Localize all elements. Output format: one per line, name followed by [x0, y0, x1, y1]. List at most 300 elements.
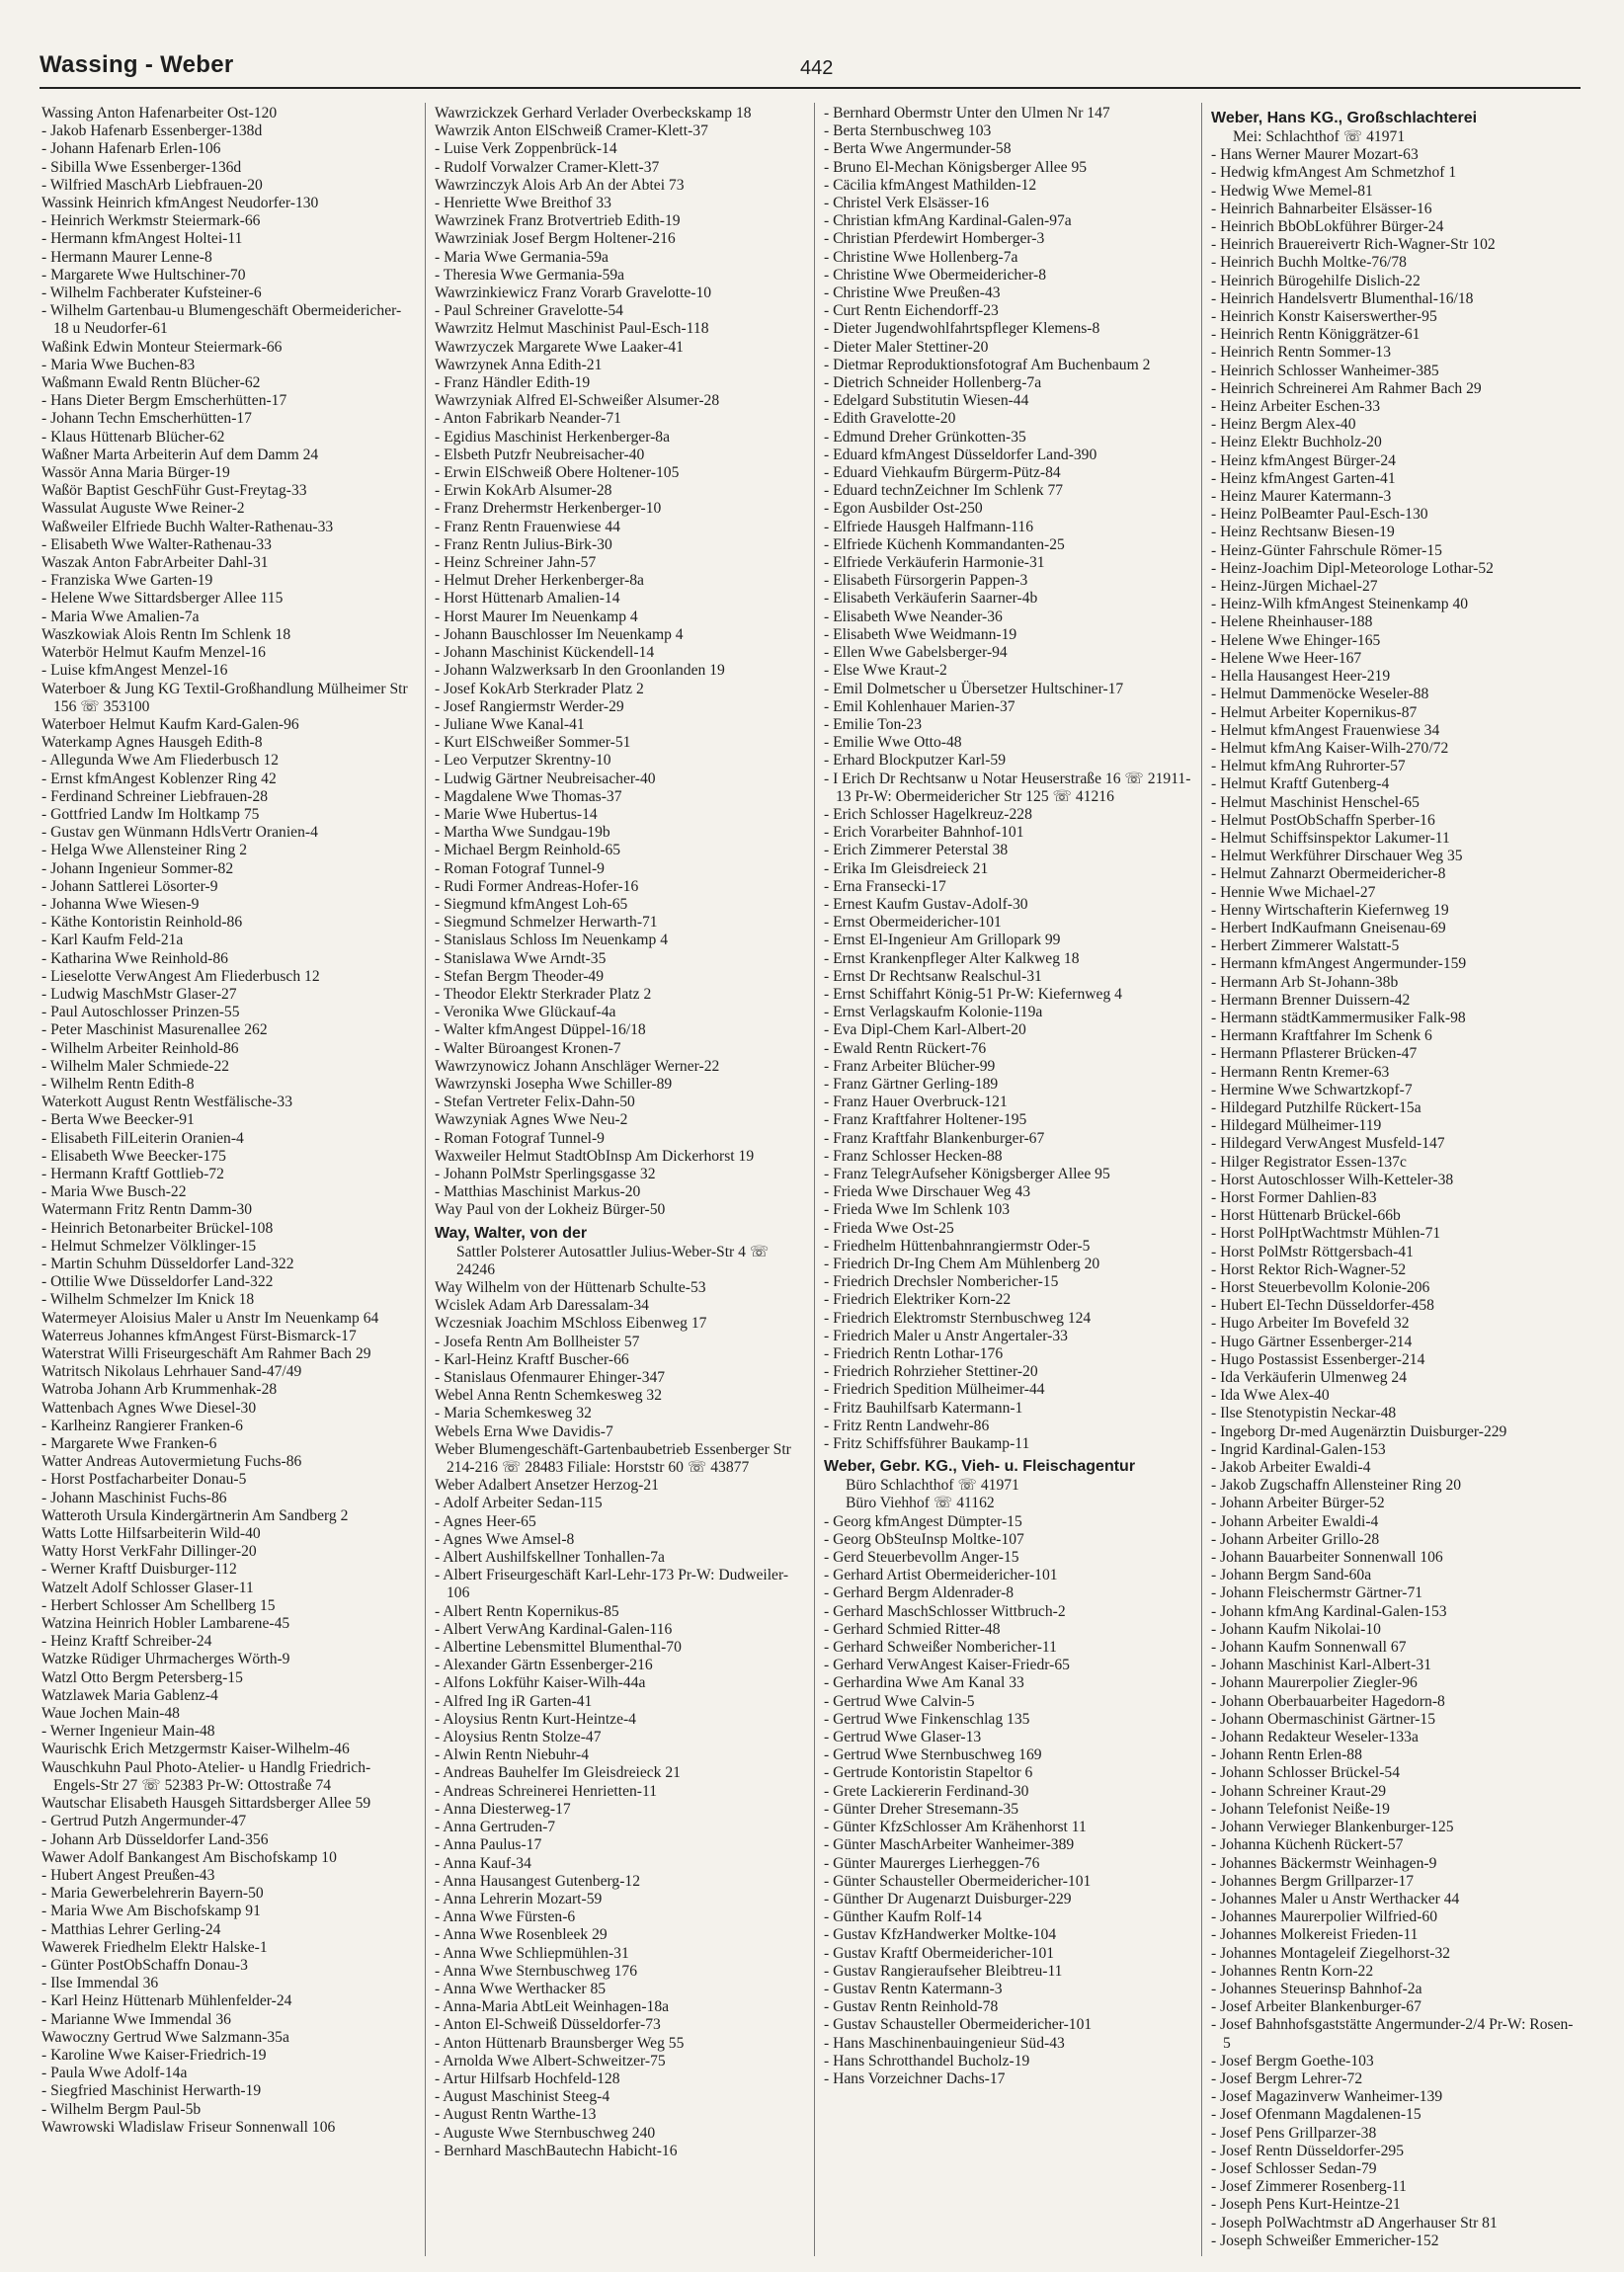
directory-entry: - Josef Magazinverw Wanheimer-139: [1211, 2088, 1443, 2106]
directory-entry: - Josef KokArb Sterkrader Platz 2: [435, 680, 644, 697]
directory-entry: - Gertrud Wwe Glaser-13: [824, 1729, 982, 1746]
directory-entry: - Gerhard Bergm Aldenrader-8: [824, 1584, 1015, 1602]
directory-entry: - Gerhard Artist Obermeidericher-101: [824, 1567, 1058, 1584]
directory-entry: - Henriette Wwe Breithof 33: [435, 195, 611, 212]
directory-entry: - Jakob Hafenarb Essenberger-138d: [41, 122, 263, 140]
directory-entry: Waxweiler Helmut StadtObInsp Am Dickerhorst 19: [435, 1147, 755, 1165]
directory-entry: - Ingeborg Dr-med Augenärztin Duisburger-229: [1211, 1422, 1507, 1440]
directory-entry: - Heinrich Konstr Kaiserswerther-95: [1211, 308, 1437, 326]
directory-entry: - Andreas Bauhelfer Im Gleisdreieck 21: [435, 1764, 681, 1782]
directory-entry: - Wilhelm Maler Schmiede-22: [41, 1057, 230, 1075]
directory-entry: - Theodor Elektr Sterkrader Platz 2: [435, 985, 652, 1003]
directory-entry: - Hilger Registrator Essen-137c: [1211, 1153, 1407, 1171]
directory-entry: - Gerhard VerwAngest Kaiser-Friedr-65: [824, 1657, 1070, 1674]
directory-entry: - Günter Schausteller Obermeidericher-101: [824, 1872, 1092, 1890]
directory-entry: - Franz Händler Edith-19: [435, 374, 591, 392]
directory-entry: - Lieselotte VerwAngest Am Fliederbusch 12: [41, 967, 320, 985]
directory-entry: - Bernhard MaschBautechn Habicht-16: [435, 2142, 678, 2159]
directory-entry: - Anna Wwe Rosenbleek 29: [435, 1926, 608, 1944]
directory-entry: - Heinz-Günter Fahrschule Römer-15: [1211, 541, 1442, 559]
directory-entry: - Paul Autoschlosser Prinzen-55: [41, 1004, 240, 1021]
directory-entry: - Adolf Arbeiter Sedan-115: [435, 1495, 603, 1512]
directory-entry: - Helmut kfmAngest Frauenwiese 34: [1211, 721, 1440, 739]
directory-entry: - Siegfried Maschinist Herwarth-19: [41, 2082, 262, 2100]
business-heading: Weber, Gebr. KG., Vieh- u. Fleischagentur: [824, 1458, 1136, 1476]
directory-entry: - Ludwig MaschMstr Glaser-27: [41, 985, 237, 1003]
directory-entry: - Hermann kfmAngest Holtei-11: [41, 230, 243, 248]
directory-entry: - Anna Gertruden-7: [435, 1819, 556, 1836]
directory-entry: Watzina Heinrich Hobler Lambarene-45: [41, 1615, 290, 1633]
directory-entry: - Erich Schlosser Hagelkreuz-228: [824, 805, 1032, 823]
directory-entry: - Johann Ingenieur Sommer-82: [41, 859, 234, 877]
directory-entry: - Ilse Stenotypistin Neckar-48: [1211, 1405, 1397, 1422]
directory-entry: - Dieter Maler Stettiner-20: [824, 338, 989, 356]
directory-entry: - Georg ObSteuInsp Moltke-107: [824, 1530, 1024, 1548]
running-title: Wassing - Weber: [40, 51, 234, 78]
directory-entry: Wawrzik Anton ElSchweiß Cramer-Klett-37: [435, 122, 708, 140]
directory-entry: - Hermann kfmAngest Angermunder-159: [1211, 955, 1467, 973]
directory-entry: - Maria Wwe Buchen-83: [41, 356, 196, 373]
directory-entry: - Heinz Elektr Buchholz-20: [1211, 434, 1382, 451]
directory-entry: - Anna Wwe Fürsten-6: [435, 1908, 576, 1926]
directory-entry: - Ernest Kaufm Gustav-Adolf-30: [824, 895, 1028, 913]
directory-entry: Wassör Anna Maria Bürger-19: [41, 464, 230, 482]
directory-entry: - Johannes Bergm Grillparzer-17: [1211, 1872, 1415, 1890]
directory-entry: - Hermann Kraftfahrer Im Schenk 6: [1211, 1027, 1432, 1045]
directory-entry: - Johann Arbeiter Grillo-28: [1211, 1530, 1380, 1548]
directory-entry: - Franz Drehermstr Herkenberger-10: [435, 500, 662, 518]
directory-entry: - Gustav Rentn Katermann-3: [824, 1980, 1003, 1997]
directory-entry: - Martin Schuhm Düsseldorfer Land-322: [41, 1256, 294, 1272]
directory-entry: - Heinrich Werkmstr Steiermark-66: [41, 212, 261, 230]
directory-entry: - Herbert Schlosser Am Schellberg 15: [41, 1596, 276, 1614]
directory-entry: - Johannes Steuerinsp Bahnhof-2a: [1211, 1980, 1422, 1997]
directory-entry: - Erna Fransecki-17: [824, 877, 946, 895]
directory-entry: Watzke Rüdiger Uhrmacherges Wörth-9: [41, 1651, 290, 1668]
directory-entry: - Emil Dolmetscher u Übersetzer Hultschiner-17: [824, 680, 1124, 697]
directory-entry: - Margarete Wwe Hultschiner-70: [41, 266, 246, 284]
directory-entry: - Hugo Gärtner Essenberger-214: [1211, 1333, 1413, 1350]
directory-entry: - Gerhard Schweißer Nombericher-11: [824, 1639, 1057, 1657]
directory-entry: - Helmut Dreher Herkenberger-8a: [435, 572, 644, 590]
directory-entry: - Anna Wwe Werthacker 85: [435, 1980, 607, 1997]
directory-entry: Wassulat Auguste Wwe Reiner-2: [41, 500, 245, 518]
directory-entry: - Roman Fotograf Tunnel-9: [435, 1129, 605, 1147]
directory-entry: - Johann Arbeiter Bürger-52: [1211, 1495, 1385, 1512]
directory-entry: - Johann Sattlerei Lösorter-9: [41, 877, 218, 895]
directory-entry: - Stanislaus Ofenmaurer Ehinger-347: [435, 1369, 666, 1387]
directory-entry: - Helmut Arbeiter Kopernikus-87: [1211, 703, 1418, 721]
directory-entry: - Johann Maschinist Karl-Albert-31: [1211, 1657, 1432, 1674]
directory-entry: - Dietmar Reproduktionsfotograf Am Buchenbaum 2: [824, 356, 1151, 373]
directory-entry: - Anna Kauf-34: [435, 1854, 531, 1872]
directory-entry: - Albertine Lebensmittel Blumenthal-70: [435, 1639, 682, 1657]
directory-entry: - Alwin Rentn Niebuhr-4: [435, 1746, 590, 1764]
directory-entry: - Elfriede Verkäuferin Harmonie-31: [824, 554, 1045, 572]
directory-entry: Waurischk Erich Metzgermstr Kaiser-Wilhelm-46: [41, 1741, 350, 1758]
directory-column-2: [435, 105, 802, 2258]
directory-entry: - Heinz kfmAngest Garten-41: [1211, 469, 1396, 487]
directory-entry: - Maria Gewerbelehrerin Bayern-50: [41, 1885, 264, 1903]
directory-entry: - Stanislawa Wwe Arndt-35: [435, 949, 607, 967]
directory-entry: - Heinrich Bahnarbeiter Elsässer-16: [1211, 200, 1432, 217]
directory-entry: Wawrzickzek Gerhard Verlader Overbeckskamp 18: [435, 105, 752, 122]
directory-entry: - Anna Paulus-17: [435, 1836, 542, 1854]
directory-entry: - Heinz Bergm Alex-40: [1211, 416, 1356, 434]
directory-entry: - Hermann Brenner Duissern-42: [1211, 991, 1411, 1009]
directory-entry: - Emilie Wwe Otto-48: [824, 734, 962, 752]
directory-entry: - Roman Fotograf Tunnel-9: [435, 859, 605, 877]
directory-entry: Waterboer Helmut Kaufm Kard-Galen-96: [41, 715, 299, 733]
directory-entry: - Albert VerwAng Kardinal-Galen-116: [435, 1620, 673, 1638]
directory-entry: - Johann Kaufm Nikolai-10: [1211, 1620, 1381, 1638]
directory-entry: - Gustav gen Wünmann HdlsVertr Oranien-4: [41, 824, 318, 842]
directory-entry: Watzl Otto Bergm Petersberg-15: [41, 1668, 243, 1686]
directory-entry: - Gustav Schausteller Obermeidericher-101: [824, 2016, 1093, 2034]
directory-entry: - Christine Wwe Obermeidericher-8: [824, 266, 1046, 284]
directory-entry: - Artur Hilfsarb Hochfeld-128: [435, 2069, 620, 2087]
directory-entry: - Hildegard VerwAngest Musfeld-147: [1211, 1135, 1445, 1153]
directory-entry: - Johann Schreiner Kraut-29: [1211, 1782, 1387, 1800]
directory-entry: Wawrziniak Josef Bergm Holtener-216: [435, 230, 676, 248]
directory-entry: - Helene Rheinhauser-188: [1211, 613, 1373, 631]
directory-entry: Wawrzynski Josepha Wwe Schiller-89: [435, 1075, 673, 1093]
directory-entry: - Anna Hausangest Gutenberg-12: [435, 1872, 641, 1890]
directory-entry: - Elfriede Hausgeh Halfmann-116: [824, 518, 1034, 535]
directory-entry: - Berta Wwe Beecker-91: [41, 1111, 195, 1129]
directory-entry: - Hubert El-Techn Düsseldorfer-458: [1211, 1297, 1434, 1315]
directory-entry: Watts Lotte Hilfsarbeiterin Wild-40: [41, 1525, 261, 1543]
directory-entry: - Andreas Schreinerei Henrietten-11: [435, 1782, 658, 1800]
page-number: 442: [800, 57, 834, 79]
directory-entry: - Elisabeth Wwe Neander-36: [824, 608, 1003, 625]
directory-entry: - Heinz-Joachim Dipl-Meteorologe Lothar-52: [1211, 559, 1494, 577]
directory-entry: - Heinz-Jürgen Michael-27: [1211, 578, 1378, 596]
directory-entry: - Heinrich Buchh Moltke-76/78: [1211, 254, 1407, 272]
directory-entry: - Ferdinand Schreiner Liebfrauen-28: [41, 787, 269, 805]
directory-entry: - Ernst Obermeidericher-101: [824, 914, 1002, 932]
directory-entry: - Berta Wwe Angermunder-58: [824, 140, 1012, 158]
directory-entry: - Johann Techn Emscherhütten-17: [41, 410, 252, 428]
directory-entry: - Erwin ElSchweiß Obere Holtener-105: [435, 464, 680, 482]
directory-entry: - Berta Sternbuschweg 103: [824, 122, 992, 140]
directory-entry: - Bernhard Obermstr Unter den Ulmen Nr 147: [824, 105, 1110, 122]
directory-entry: - Karl Kaufm Feld-21a: [41, 932, 184, 949]
business-heading: Way, Walter, von der: [435, 1224, 588, 1242]
directory-entry: - Josef Pens Grillparzer-38: [1211, 2124, 1377, 2142]
directory-entry: - Horst Former Dahlien-83: [1211, 1188, 1377, 1206]
directory-entry: - Hubert Angest Preußen-43: [41, 1866, 215, 1884]
directory-entry: Waterkott August Rentn Westfälische-33: [41, 1094, 293, 1111]
directory-entry: - Frieda Wwe Ost-25: [824, 1219, 954, 1237]
directory-entry: - Josef Bergm Lehrer-72: [1211, 2069, 1363, 2087]
directory-entry: - Hans Dieter Bergm Emscherhütten-17: [41, 392, 287, 410]
directory-entry: - Helmut Dammenöcke Weseler-88: [1211, 686, 1429, 703]
directory-entry: - Elisabeth Wwe Beecker-175: [41, 1147, 226, 1165]
directory-entry: Way Paul von der Lokheiz Bürger-50: [435, 1201, 666, 1219]
directory-entry: Waßink Edwin Monteur Steiermark-66: [41, 338, 283, 356]
directory-entry: - Siegmund Schmelzer Herwarth-71: [435, 914, 658, 932]
directory-entry: - Alfred Ing iR Garten-41: [435, 1692, 593, 1710]
directory-entry: - Horst Postfacharbeiter Donau-5: [41, 1471, 247, 1489]
directory-entry: - Friedrich Elektromstr Sternbuschweg 124: [824, 1309, 1092, 1327]
directory-entry: Wawrzinkiewicz Franz Vorarb Gravelotte-10: [435, 284, 712, 302]
directory-entry: - Johann Bergm Sand-60a: [1211, 1567, 1372, 1584]
directory-entry: - Hermann Pflasterer Brücken-47: [1211, 1045, 1418, 1063]
directory-entry: - Hennie Wwe Michael-27: [1211, 883, 1376, 901]
directory-entry: Waßner Marta Arbeiterin Auf dem Damm 24: [41, 446, 319, 463]
directory-entry: - Johann Arb Düsseldorfer Land-356: [41, 1830, 269, 1848]
directory-entry: - Josef Rangiermstr Werder-29: [435, 697, 624, 715]
directory-entry: - Franz Gärtner Gerling-189: [824, 1075, 999, 1093]
directory-entry: - Heinz-Wilh kfmAngest Steinenkamp 40: [1211, 596, 1469, 613]
directory-entry: - Edelgard Substitutin Wiesen-44: [824, 392, 1029, 410]
directory-entry: - Ernst Krankenpfleger Alter Kalkweg 18: [824, 949, 1080, 967]
directory-entry: Watteroth Ursula Kindergärtnerin Am Sandberg 2: [41, 1506, 349, 1524]
business-heading: Weber, Hans KG., Großschlachterei: [1211, 110, 1478, 126]
directory-entry: Waßör Baptist GeschFühr Gust-Freytag-33: [41, 482, 307, 500]
directory-entry: Watritsch Nikolaus Lehrhauer Sand-47/49: [41, 1363, 302, 1381]
directory-entry: - Auguste Wwe Sternbuschweg 240: [435, 2124, 656, 2142]
directory-entry: - Kurt ElSchweißer Sommer-51: [435, 734, 631, 752]
directory-entry: - Friedrich Drechsler Nombericher-15: [824, 1273, 1059, 1291]
directory-entry: - Maria Wwe Am Bischofskamp 91: [41, 1903, 261, 1920]
directory-entry: - Ernst Schiffahrt König-51 Pr-W: Kiefernweg 4: [824, 985, 1122, 1003]
directory-entry: - Heinz Kraftf Schreiber-24: [41, 1633, 212, 1651]
directory-entry: - Anton El-Schweiß Düsseldorfer-73: [435, 2016, 661, 2034]
directory-entry: - Christian Pferdewirt Homberger-3: [824, 230, 1045, 248]
directory-entry: - Helmut Kraftf Gutenberg-4: [1211, 775, 1390, 793]
directory-entry: - Eduard technZeichner Im Schlenk 77: [824, 482, 1064, 500]
directory-entry: - Emil Kohlenhauer Marien-37: [824, 697, 1015, 715]
directory-entry: - Elsbeth Putzfr Neubreisacher-40: [435, 446, 645, 463]
directory-entry: - Albert Rentn Kopernikus-85: [435, 1602, 619, 1620]
directory-entry: - Heinrich Brauereivertr Rich-Wagner-Str 102: [1211, 236, 1496, 254]
directory-entry: - Heinrich Betonarbeiter Brückel-108: [41, 1219, 274, 1237]
directory-entry: - Gustav KfzHandwerker Moltke-104: [824, 1926, 1057, 1944]
directory-entry: Watroba Johann Arb Krummenhak-28: [41, 1381, 278, 1399]
directory-entry: - Johann Fleischermstr Gärtner-71: [1211, 1584, 1423, 1602]
directory-entry: Wcislek Adam Arb Daressalam-34: [435, 1297, 649, 1315]
directory-entry: - Gerhard MaschSchlosser Wittbruch-2: [824, 1602, 1066, 1620]
directory-entry: - Sibilla Wwe Essenberger-136d: [41, 158, 242, 176]
directory-entry: - Gerd Steuerbevollm Anger-15: [824, 1549, 1019, 1567]
directory-entry: - Hermann Maurer Lenne-8: [41, 248, 212, 266]
directory-entry: - Juliane Wwe Kanal-41: [435, 715, 585, 733]
directory-entry: Waterkamp Agnes Hausgeh Edith-8: [41, 734, 263, 752]
directory-entry: - Wilhelm Arbeiter Reinhold-86: [41, 1039, 239, 1057]
directory-entry: - Günther Dr Augenarzt Duisburger-229: [824, 1890, 1072, 1907]
directory-entry: - Eduard Viehkaufm Bürgerm-Pütz-84: [824, 464, 1061, 482]
directory-entry: - Veronika Wwe Glückauf-4a: [435, 1004, 616, 1021]
directory-entry: - Helga Wwe Allensteiner Ring 2: [41, 842, 248, 859]
directory-entry: - Johann Maschinist Fuchs-86: [41, 1489, 227, 1506]
directory-entry: - Ottilie Wwe Düsseldorfer Land-322: [41, 1273, 274, 1291]
directory-entry: - Eva Dipl-Chem Karl-Albert-20: [824, 1021, 1026, 1039]
directory-entry: - Katharina Wwe Reinhold-86: [41, 949, 228, 967]
business-detail: Sattler Polsterer Autosattler Julius-Weber-Str 4 ☏ 24246: [456, 1243, 770, 1278]
directory-entry: - Hildegard Putzhilfe Rückert-15a: [1211, 1098, 1421, 1116]
directory-entry: - Hans Vorzeichner Dachs-17: [824, 2069, 1006, 2087]
directory-entry: - Johann Obermaschinist Gärtner-15: [1211, 1710, 1436, 1728]
directory-entry: - Hans Werner Maurer Mozart-63: [1211, 146, 1419, 164]
directory-entry: - Helene Wwe Ehinger-165: [1211, 631, 1381, 649]
directory-entry: - Frieda Wwe Im Schlenk 103: [824, 1201, 1011, 1219]
directory-entry: - Siegmund kfmAngest Loh-65: [435, 895, 628, 913]
page-header: [40, 51, 1581, 91]
directory-entry: Wawzyniak Agnes Wwe Neu-2: [435, 1111, 628, 1129]
directory-entry: Wawrzinczyk Alois Arb An der Abtei 73: [435, 176, 685, 194]
directory-entry: - Hugo Postassist Essenberger-214: [1211, 1350, 1425, 1368]
directory-entry: Webel Anna Rentn Schemkesweg 32: [435, 1387, 662, 1405]
directory-entry: - Egon Ausbilder Ost-250: [824, 500, 983, 518]
directory-entry: Wawrzinek Franz Brotvertrieb Edith-19: [435, 212, 681, 230]
directory-entry: - Arnolda Wwe Albert-Schweitzer-75: [435, 2052, 666, 2069]
directory-entry: - Johann Bauarbeiter Sonnenwall 106: [1211, 1549, 1443, 1567]
directory-entry: - Heinrich BbObLokführer Bürger-24: [1211, 218, 1444, 236]
directory-entry: - Heinrich Schlosser Wanheimer-385: [1211, 362, 1439, 379]
directory-entry: - Horst Steuerbevollm Kolonie-206: [1211, 1279, 1430, 1296]
directory-entry: - Elfriede Küchenh Kommandanten-25: [824, 535, 1065, 553]
directory-entry: - Else Wwe Kraut-2: [824, 662, 947, 680]
directory-entry: - Dietrich Schneider Hollenberg-7a: [824, 374, 1042, 392]
directory-column-3: [824, 105, 1191, 2258]
directory-entry: - Allegunda Wwe Am Fliederbusch 12: [41, 752, 280, 770]
directory-entry: - Gertrud Wwe Finkenschlag 135: [824, 1710, 1030, 1728]
directory-entry: - Fritz Bauhilfsarb Katermann-1: [824, 1399, 1023, 1417]
directory-entry: - Wilhelm Schmelzer Im Knick 18: [41, 1291, 255, 1309]
directory-entry: Wawrzynowicz Johann Anschläger Werner-22: [435, 1057, 720, 1075]
directory-entry: - Edith Gravelotte-20: [824, 410, 956, 428]
directory-entry: - Josef Rentn Düsseldorfer-295: [1211, 2142, 1404, 2159]
directory-entry: - Josefa Rentn Am Bollheister 57: [435, 1333, 640, 1350]
directory-entry: - Heinrich Bürogehilfe Dislich-22: [1211, 272, 1421, 289]
directory-entry: Wawerek Friedhelm Elektr Halske-1: [41, 1938, 268, 1956]
directory-entry: - Wilhelm Bergm Paul-5b: [41, 2100, 202, 2118]
directory-entry: - Gustav Kraftf Obermeidericher-101: [824, 1944, 1055, 1962]
directory-entry: - Maria Wwe Busch-22: [41, 1183, 187, 1201]
directory-entry: - Grete Lackiererin Ferdinand-30: [824, 1782, 1029, 1800]
directory-entry: - Karlheinz Rangierer Franken-6: [41, 1417, 243, 1434]
directory-entry: - Ernst kfmAngest Koblenzer Ring 42: [41, 770, 277, 787]
directory-entry: - Franz Kraftfahr Blankenburger-67: [824, 1129, 1045, 1147]
directory-entry: - Albert Aushilfskellner Tonhallen-7a: [435, 1549, 665, 1567]
directory-entry: - Aloysius Rentn Stolze-47: [435, 1729, 602, 1746]
directory-entry: - Ernst El-Ingenieur Am Grillopark 99: [824, 932, 1061, 949]
directory-entry: - Jakob Zugschaffn Allensteiner Ring 20: [1211, 1477, 1462, 1495]
directory-entry: - Gustav Rentn Reinhold-78: [824, 1998, 999, 2016]
directory-entry: - Heinz Maurer Katermann-3: [1211, 488, 1392, 506]
directory-entry: - Heinrich Rentn Sommer-13: [1211, 344, 1392, 362]
directory-entry: Weber Blumengeschäft-Gartenbaubetrieb Essenberger Str 214-216 ☏ 28483 Filiale: Horststr 60 ☏ 43877: [435, 1440, 791, 1477]
directory-entry: - Gerhard Schmied Ritter-48: [824, 1620, 1001, 1638]
directory-entry: - Hella Hausangest Heer-219: [1211, 668, 1391, 686]
directory-entry: - Horst PolMstr Röttgersbach-41: [1211, 1243, 1414, 1260]
directory-entry: - Christine Wwe Hollenberg-7a: [824, 248, 1018, 266]
directory-entry: - Friedrich Spedition Mülheimer-44: [824, 1381, 1045, 1399]
directory-entry: - Marianne Wwe Immendal 36: [41, 2010, 231, 2028]
directory-entry: - Käthe Kontoristin Reinhold-86: [41, 914, 243, 932]
directory-entry: - Johannes Molkereist Frieden-11: [1211, 1926, 1419, 1944]
directory-entry: - Paul Schreiner Gravelotte-54: [435, 302, 623, 320]
directory-entry: - Johann PolMstr Sperlingsgasse 32: [435, 1165, 656, 1182]
directory-entry: - Marie Wwe Hubertus-14: [435, 805, 598, 823]
directory-entry: - Hermann städtKammermusiker Falk-98: [1211, 1009, 1466, 1026]
directory-entry: - Johann kfmAng Kardinal-Galen-153: [1211, 1602, 1447, 1620]
directory-entry: - Margarete Wwe Franken-6: [41, 1435, 217, 1453]
directory-entry: - Helmut PostObSchaffn Sperber-16: [1211, 811, 1435, 829]
directory-entry: Wawrzyczek Margarete Wwe Laaker-41: [435, 338, 684, 356]
directory-entry: - Emilie Ton-23: [824, 715, 923, 733]
column-divider: [814, 103, 815, 2256]
directory-entry: - Franz Rentn Frauenwiese 44: [435, 518, 620, 535]
directory-entry: - Helmut Maschinist Henschel-65: [1211, 793, 1420, 811]
directory-entry: - Joseph PolWachtmstr aD Angerhauser Str 81: [1211, 2214, 1498, 2231]
directory-entry: - Horst PolHptWachtmstr Mühlen-71: [1211, 1225, 1441, 1243]
directory-entry: - Josef Schlosser Sedan-79: [1211, 2159, 1377, 2177]
directory-entry: Watermann Fritz Rentn Damm-30: [41, 1201, 253, 1219]
directory-entry: - Frieda Wwe Dirschauer Weg 43: [824, 1183, 1031, 1201]
directory-entry: - Luise kfmAngest Menzel-16: [41, 662, 228, 680]
directory-entry: - Dieter Jugendwohlfahrtspfleger Klemens-8: [824, 320, 1100, 338]
directory-entry: - Franz Kraftfahrer Holtener-195: [824, 1111, 1027, 1129]
directory-entry: - Helene Wwe Heer-167: [1211, 649, 1362, 667]
directory-entry: - Heinrich Rentn Königgrätzer-61: [1211, 326, 1421, 344]
directory-entry: - Franz Hauer Overbruck-121: [824, 1094, 1008, 1111]
directory-entry: - Gertrud Wwe Calvin-5: [824, 1692, 975, 1710]
directory-entry: Watter Andreas Autovermietung Fuchs-86: [41, 1453, 302, 1471]
directory-entry: - Erhard Blockputzer Karl-59: [824, 752, 1007, 770]
directory-entry: - Franz TelegrAufseher Königsberger Allee 95: [824, 1165, 1110, 1182]
directory-entry: Wawer Adolf Bankangest Am Bischofskamp 10: [41, 1848, 337, 1866]
directory-entry: Watzlawek Maria Gablenz-4: [41, 1686, 218, 1704]
directory-entry: - Michael Bergm Reinhold-65: [435, 842, 621, 859]
directory-entry: Weber Adalbert Ansetzer Herzog-21: [435, 1477, 659, 1495]
directory-entry: Waszak Anton FabrArbeiter Dahl-31: [41, 554, 269, 572]
directory-entry: - Anna Lehrerin Mozart-59: [435, 1890, 603, 1907]
directory-entry: - Hermann Kraftf Gottlieb-72: [41, 1165, 224, 1182]
directory-entry: Waterstrat Willi Friseurgeschäft Am Rahmer Bach 29: [41, 1345, 371, 1363]
directory-entry: - Christian kfmAng Kardinal-Galen-97a: [824, 212, 1072, 230]
directory-entry: - Heinz PolBeamter Paul-Esch-130: [1211, 506, 1428, 524]
directory-entry: - Johannes Montageleif Ziegelhorst-32: [1211, 1944, 1451, 1962]
directory-entry: - Horst Rektor Rich-Wagner-52: [1211, 1260, 1407, 1278]
directory-entry: - Friedrich Dr-Ing Chem Am Mühlenberg 20: [824, 1256, 1100, 1272]
directory-entry: - Johanna Küchenh Rückert-57: [1211, 1836, 1404, 1854]
directory-entry: - Johannes Maurerpolier Wilfried-60: [1211, 1908, 1438, 1926]
directory-entry: - Stefan Vertreter Felix-Dahn-50: [435, 1094, 635, 1111]
directory-entry: - Walter Büroangest Kronen-7: [435, 1039, 621, 1057]
directory-entry: - Helmut kfmAng Kaiser-Wilh-270/72: [1211, 739, 1449, 757]
directory-entry: - Josef Bahnhofsgaststätte Angermunder-2/4 Pr-W: Rosen-5: [1211, 2016, 1574, 2052]
directory-entry: - Georg kfmAngest Dümpter-15: [824, 1512, 1022, 1530]
directory-entry: Waue Jochen Main-48: [41, 1705, 180, 1723]
directory-entry: - Günter MaschArbeiter Wanheimer-389: [824, 1836, 1075, 1854]
directory-column-4: [1211, 105, 1579, 2258]
directory-entry: - Joseph Schweißer Emmericher-152: [1211, 2231, 1439, 2249]
directory-entry: - Hans Maschinenbauingenieur Süd-43: [824, 2034, 1065, 2052]
directory-entry: Wawrzynek Anna Edith-21: [435, 356, 603, 373]
directory-entry: - Horst Autoschlosser Wilh-Ketteler-38: [1211, 1171, 1454, 1188]
directory-entry: - Henny Wirtschafterin Kiefernweg 19: [1211, 901, 1449, 919]
directory-entry: Wautschar Elisabeth Hausgeh Sittardsberger Allee 59: [41, 1795, 371, 1813]
directory-entry: - Ellen Wwe Gabelsberger-94: [824, 644, 1008, 662]
directory-entry: - Christel Verk Elsässer-16: [824, 195, 989, 212]
directory-entry: - Gustav Rangieraufseher Bleibtreu-11: [824, 1962, 1063, 1980]
directory-entry: - Helmut Schmelzer Völklinger-15: [41, 1237, 257, 1255]
directory-entry: - Friedrich Rohrzieher Stettiner-20: [824, 1363, 1038, 1381]
directory-entry: - August Maschinist Steeg-4: [435, 2088, 610, 2106]
